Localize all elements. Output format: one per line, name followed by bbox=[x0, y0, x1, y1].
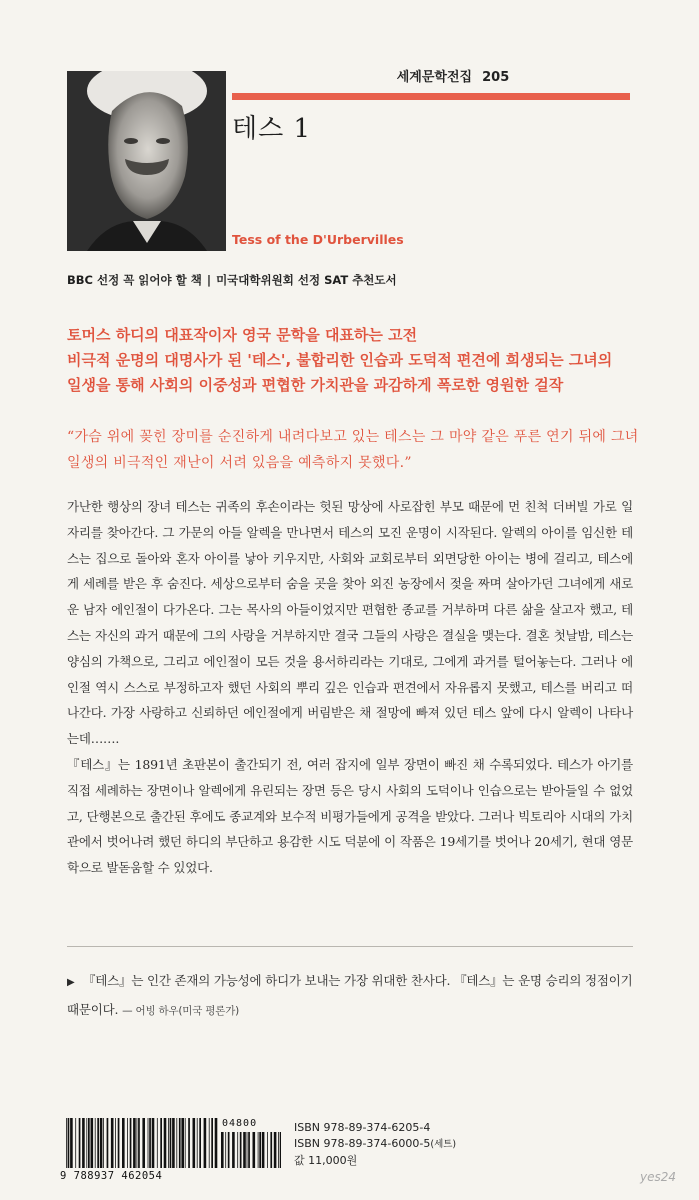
barcode-bar bbox=[66, 1118, 67, 1168]
barcode-bar bbox=[270, 1132, 272, 1168]
barcode-bar bbox=[221, 1132, 224, 1168]
synopsis-paragraph-2: 『테스』는 1891년 초판본이 출간되기 전, 여러 잡지에 일부 장면이 빠진 채 수록되었다. 테스가 아기를 직접 세례하는 장면이나 알렉에게 유린되는 장면 등은 당시 사회의 도덕이나 인습으로는 받아들일 수 없었고, 단행본으로 출간된 후에도 종교계와 보수적 비평가들에게 공격을 받았다. 그러나 빅토리아 시대의 가치관에서 벗어나려 했던 하디의 부단하고 용감한 시도 덕분에 이 작품은 19세기를 벗어나 20세기, 현대 영문학으로 발돋움할 수 있었다. bbox=[67, 756, 633, 876]
barcode-bar bbox=[215, 1118, 218, 1168]
isbn-set-line bbox=[294, 1136, 456, 1153]
barcode-bar bbox=[103, 1118, 104, 1168]
barcode-bar bbox=[274, 1132, 277, 1168]
barcode-bar bbox=[243, 1132, 246, 1168]
barcode-bar bbox=[188, 1118, 190, 1168]
barcode-bar bbox=[164, 1118, 167, 1168]
original-title: Tess of the D'Urbervilles bbox=[232, 232, 404, 247]
price: 값 11,000원 bbox=[294, 1154, 358, 1167]
isbn-set: ISBN 978-89-374-6000-5 bbox=[294, 1137, 431, 1150]
barcode-bar bbox=[70, 1118, 73, 1168]
barcode-bar bbox=[79, 1118, 81, 1168]
series-number: 205 bbox=[482, 70, 510, 85]
barcode-bar bbox=[111, 1118, 114, 1168]
barcode-bar bbox=[232, 1132, 235, 1168]
tagline-line-1: 토머스 하디의 대표작이자 영국 문학을 대표하는 고전 bbox=[67, 326, 418, 344]
barcode-bar bbox=[95, 1118, 96, 1168]
barcode-bar bbox=[157, 1118, 158, 1168]
barcode-bar bbox=[127, 1118, 128, 1168]
barcode-bar bbox=[152, 1118, 155, 1168]
tagline-line-2: 비극적 운명의 대명사가 된 '테스', 불합리한 인습과 도덕적 편견에 희생되는 그녀의 bbox=[67, 351, 613, 369]
series-name: 세계문학전집 bbox=[396, 70, 473, 85]
author-portrait bbox=[67, 71, 226, 251]
barcode-bar bbox=[115, 1118, 116, 1168]
barcode-addon-digits: 04800 bbox=[222, 1118, 258, 1129]
barcode-bar bbox=[278, 1132, 279, 1168]
barcode-bar bbox=[142, 1118, 145, 1168]
barcode-bar bbox=[172, 1118, 175, 1168]
barcode-bar bbox=[91, 1118, 94, 1168]
barcode-bar bbox=[68, 1118, 70, 1168]
synopsis bbox=[67, 494, 633, 881]
barcode-bar bbox=[160, 1118, 162, 1168]
barcode-bar bbox=[197, 1118, 198, 1168]
triangle-right-icon: ▶ bbox=[67, 977, 75, 988]
isbn-block bbox=[294, 1120, 456, 1169]
selection-line bbox=[67, 272, 647, 288]
barcode-bar bbox=[75, 1118, 76, 1168]
selection-separator: | bbox=[206, 273, 212, 287]
barcode-bar bbox=[237, 1132, 238, 1168]
barcode-bar bbox=[122, 1118, 125, 1168]
review-blurb bbox=[67, 967, 633, 1025]
barcode-bar bbox=[253, 1132, 256, 1168]
barcode-bar bbox=[100, 1118, 103, 1168]
barcode-bar bbox=[280, 1132, 281, 1168]
section-divider bbox=[67, 946, 633, 947]
barcode-bar bbox=[240, 1132, 242, 1168]
review-source: — 어빙 하우(미국 평론가) bbox=[122, 1005, 240, 1017]
barcode-bar bbox=[148, 1118, 149, 1168]
book-quote: “가슴 위에 꽂힌 장미를 순진하게 내려다보고 있는 테스는 그 마약 같은 푸른 연기 뒤에 그녀 일생의 비극적인 재난이 서려 있음을 예측하지 못했다.” bbox=[67, 429, 639, 471]
watermark: yes24 bbox=[640, 1170, 677, 1184]
barcode-bar bbox=[133, 1118, 136, 1168]
barcode-bar bbox=[168, 1118, 169, 1168]
barcode-bar bbox=[170, 1118, 172, 1168]
barcode-bar bbox=[247, 1132, 248, 1168]
barcode-digits: 9 788937 462054 bbox=[60, 1170, 163, 1182]
barcode-bar bbox=[82, 1118, 85, 1168]
selection-sat: 미국대학위원회 선정 SAT 추천도서 bbox=[216, 273, 397, 287]
barcode-bar bbox=[267, 1132, 268, 1168]
barcode-bar bbox=[199, 1118, 201, 1168]
isbn-volume: ISBN 978-89-374-6205-4 bbox=[294, 1121, 431, 1134]
selection-bbc: BBC 선정 꼭 읽어야 할 책 bbox=[67, 273, 202, 287]
barcode-bar bbox=[204, 1118, 207, 1168]
tagline-line-3: 일생을 통해 사회의 이중성과 편협한 가치관을 과감하게 폭로한 영원한 걸작 bbox=[67, 376, 564, 394]
barcode-bar bbox=[225, 1132, 226, 1168]
barcode-bar bbox=[248, 1132, 250, 1168]
barcode-bar bbox=[262, 1132, 265, 1168]
book-title: 테스 1 bbox=[232, 114, 312, 144]
barcode-bar bbox=[107, 1118, 109, 1168]
barcode-bar bbox=[193, 1118, 196, 1168]
barcode-bar bbox=[138, 1118, 140, 1168]
barcode-bar bbox=[137, 1118, 138, 1168]
tagline bbox=[67, 323, 647, 398]
barcode-bar bbox=[179, 1118, 181, 1168]
barcode-bar bbox=[88, 1118, 90, 1168]
barcode-bar bbox=[149, 1118, 151, 1168]
addon-barcode bbox=[221, 1132, 281, 1168]
barcode-bar bbox=[176, 1118, 177, 1168]
barcode-bar bbox=[209, 1118, 210, 1168]
barcode-bar bbox=[118, 1118, 120, 1168]
barcode-bar bbox=[86, 1118, 87, 1168]
barcode-bar bbox=[97, 1118, 99, 1168]
barcode-bar bbox=[185, 1118, 186, 1168]
barcode-bar bbox=[181, 1118, 184, 1168]
isbn-set-note: (세트) bbox=[430, 1139, 457, 1150]
barcode-bar bbox=[259, 1132, 261, 1168]
barcode-bar bbox=[130, 1118, 132, 1168]
review-text: 『테스』는 인간 존재의 가능성에 하디가 보내는 가장 위대한 찬사다. 『테스』는 운명 승리의 정점이기 때문이다. bbox=[67, 973, 633, 1017]
barcode-bar bbox=[211, 1118, 213, 1168]
synopsis-paragraph-1: 가난한 행상의 장녀 테스는 귀족의 후손이라는 헛된 망상에 사로잡힌 부모 때문에 먼 친척 더버빌 가로 일자리를 찾아간다. 그 가문의 아들 알렉을 만나면서 테스의 모진 운명이 시작된다. 알렉의 아이를 임신한 테스는 집으로 돌아와 혼자 아이를 낳아 키우지만, 사회와 교회로부터 외면당한 아이는 병에 걸리고, 테스에게 세례를 받은 후 숨진다. 세상으로부터 숨을 곳을 찾아 외진 농장에서 젖을 짜며 살아가던 그녀에게 새로운 남자 에인절이 다가온다. 그는 목사의 아들이었지만 편협한 종교를 거부하며 다른 삶을 살고자 했고, 테스는 자신의 과거 때문에 그의 사랑을 거부하지만 결국 그들의 사랑은 결실을 맺는다. 결혼 첫날밤, 테스는 양심의 가책으로, 그리고 에인절이 모든 것을 용서하리라는 기대로, 그에게 과거를 털어놓는다. 그러나 에인절 역시 스스로 부정하고자 했던 사회의 뿌리 깊은 인습과 편견에서 자유롭지 못했고, 테스를 버리고 떠나간다. 가장 사랑하고 신뢰하던 에인절에게 버림받은 채 절망에 빠져 있던 테스 앞에 다시 알렉이 나타나는데……. bbox=[67, 499, 633, 747]
barcode-bar bbox=[228, 1132, 230, 1168]
header-rule bbox=[232, 93, 630, 100]
barcode-bar bbox=[258, 1132, 259, 1168]
series-label bbox=[276, 66, 630, 85]
